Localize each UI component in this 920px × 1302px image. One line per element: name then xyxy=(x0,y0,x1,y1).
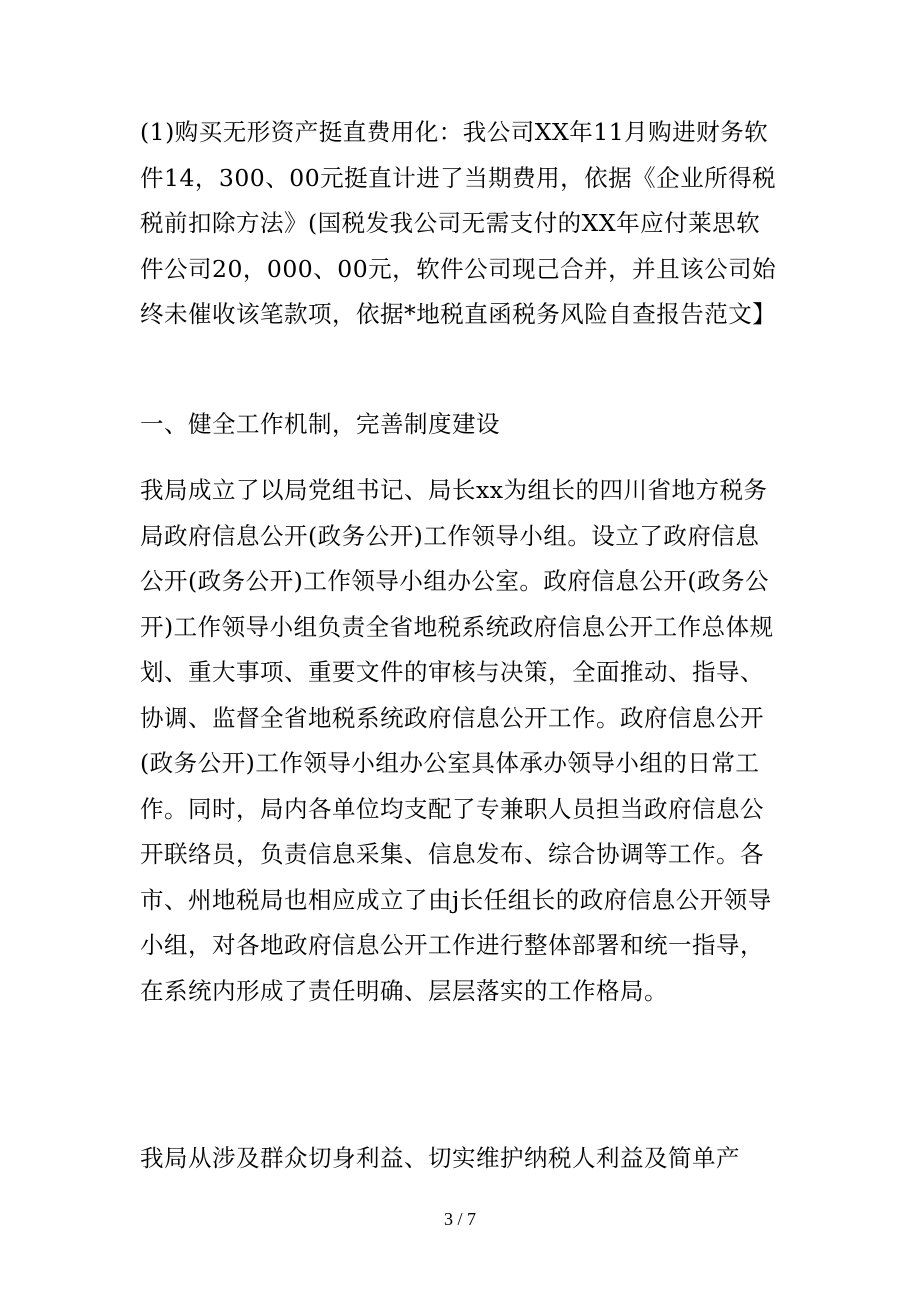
paragraph-continued: 我局从涉及群众切身利益、切实维护纳税人利益及简单产 xyxy=(140,1144,740,1172)
section-heading: 一、健全工作机制，完善制度建设 xyxy=(140,410,500,438)
paragraph-intangible-assets: (1)购买无形资产挺直费用化：我公司XX年11月购进财务软件14，300、00元挺直计进了当期费用，依据《企业所得税税前扣除方法》(国税发我公司无需支付的XX年应付莱思软件公司20，000、00元，软件公司现己合并，并且该公司始终未催收该笔款项，依据*地税直函税务风险自查报告范文】 xyxy=(140,118,777,328)
paragraph-work-mechanism: 我局成立了以局党组书记、局长xx为组长的四川省地方税务局政府信息公开(政务公开)工作领导小组。设立了政府信息公开(政务公开)工作领导小组办公室。政府信息公开(政务公开)工作领导小组负责全省地税系统政府信息公开工作总体规划、重大事项、重要文件的审核与决策，全面推动、指导、协调、监督全省地税系统政府信息公开工作。政府信息公开(政务公开)工作领导小组办公室具体承办领导小组的日常工作。同时，局内各单位均支配了专兼职人员担当政府信息公开联络员，负责信息采集、信息发布、综合协调等工作。各市、州地税局也相应成立了由j长任组长的政府信息公开领导小组，对各地政府信息公开工作进行整体部署和统一指导，在系统内形成了责任明确、层层落实的工作格局。 xyxy=(140,476,774,1005)
page-number: 3 / 7 xyxy=(443,1209,476,1229)
